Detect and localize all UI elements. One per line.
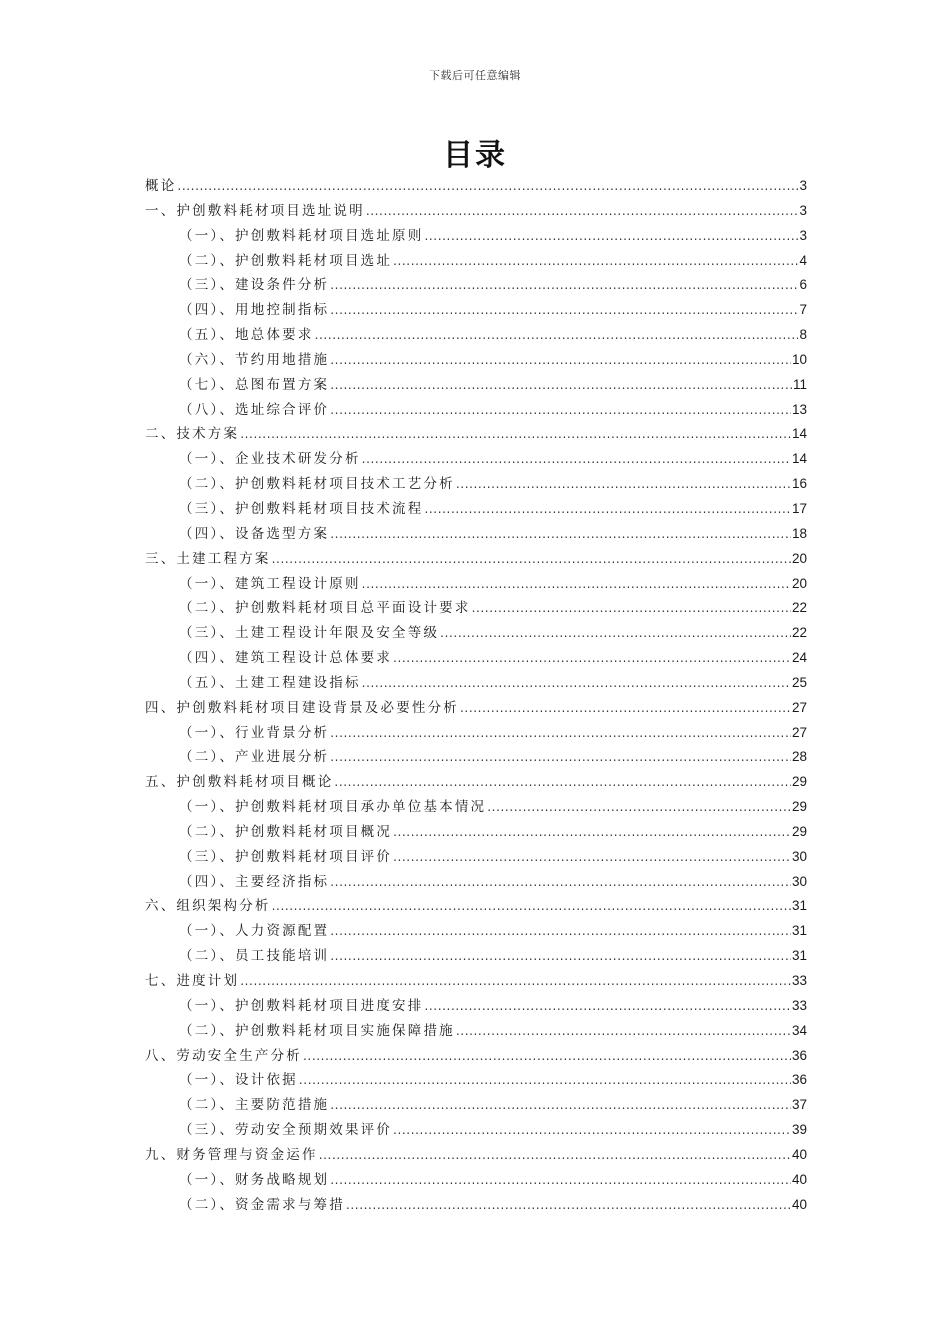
toc-entry-label: （二）、产业进展分析 [179, 749, 330, 766]
toc-entry-label: （二）、护创敷料耗材项目总平面设计要求 [179, 600, 471, 617]
toc-entry-label: 概论 [145, 178, 177, 194]
toc-entry[interactable] [145, 447, 807, 472]
toc-leader-dots [303, 1049, 791, 1063]
toc-entry-label: （一）、财务战略规划 [179, 1171, 330, 1188]
toc-entry-page-number: 4 [799, 252, 807, 268]
toc-leader-dots [330, 1098, 791, 1112]
toc-leader-dots [330, 1173, 791, 1187]
toc-entry-page-number: 3 [799, 227, 807, 243]
toc-entry-page-number: 30 [791, 873, 807, 889]
toc-entry-page-number: 3 [799, 178, 807, 193]
toc-entry-label: （四）、建筑工程设计总体要求 [179, 650, 393, 667]
toc-entry-page-number: 33 [791, 997, 807, 1013]
toc-entry[interactable] [145, 472, 807, 497]
toc-entry-label: （四）、主要经济指标 [179, 873, 330, 890]
toc-leader-dots [424, 502, 791, 516]
toc-entry-page-number: 28 [791, 749, 807, 765]
toc-entry-page-number: 27 [791, 699, 807, 715]
toc-entry-page-number: 11 [792, 376, 807, 392]
toc-entry-label: 六、组织架构分析 [145, 898, 271, 915]
toc-entry[interactable] [145, 522, 807, 547]
toc-entry-label: （三）、护创敷料耗材项目评价 [179, 848, 393, 865]
toc-leader-dots [299, 1073, 791, 1087]
toc-entry-page-number: 20 [791, 575, 807, 591]
toc-leader-dots [330, 278, 798, 292]
toc-entry-page-number: 39 [791, 1122, 807, 1138]
toc-entry[interactable] [145, 770, 807, 795]
toc-entry[interactable] [145, 373, 807, 398]
toc-leader-dots [330, 353, 791, 367]
toc-entry-label: （六）、节约用地措施 [179, 351, 330, 368]
toc-leader-dots [330, 303, 798, 317]
toc-entry-page-number: 6 [799, 277, 807, 293]
toc-leader-dots [315, 328, 799, 342]
toc-leader-dots [393, 825, 791, 839]
toc-entry-label: （二）、护创敷料耗材项目技术工艺分析 [179, 476, 455, 493]
toc-entry[interactable] [145, 398, 807, 423]
toc-entry-label: （七）、总图布置方案 [179, 376, 330, 393]
toc-entry-label: （一）、行业背景分析 [179, 724, 330, 741]
toc-entry-page-number: 31 [791, 923, 807, 939]
toc-entry[interactable] [145, 174, 807, 199]
toc-entry-label: （二）、护创敷料耗材项目概况 [179, 823, 393, 840]
toc-entry[interactable] [145, 870, 807, 895]
toc-entry-label: （八）、选址综合评价 [179, 401, 330, 418]
toc-entry-label: （五）、地总体要求 [179, 327, 314, 344]
toc-leader-dots [456, 477, 791, 491]
toc-entry-page-number: 22 [791, 625, 807, 641]
toc-entry-label: （一）、设计依据 [179, 1072, 298, 1089]
toc-entry[interactable] [145, 1093, 807, 1118]
toc-entry-page-number: 34 [791, 1022, 807, 1038]
toc-entry-page-number: 40 [791, 1171, 807, 1187]
toc-entry[interactable] [145, 547, 807, 572]
toc-leader-dots [393, 850, 791, 864]
toc-leader-dots [177, 179, 798, 193]
toc-entry-page-number: 29 [791, 823, 807, 839]
toc-leader-dots [393, 651, 791, 665]
toc-entry-page-number: 10 [791, 351, 807, 367]
toc-entry[interactable] [145, 919, 807, 944]
toc-entry-page-number: 36 [791, 1072, 807, 1088]
table-of-contents [145, 174, 807, 1217]
toc-entry-label: 九、财务管理与资金运作 [145, 1146, 318, 1163]
toc-leader-dots [362, 577, 791, 591]
toc-entry[interactable] [145, 696, 807, 721]
toc-entry-page-number: 16 [791, 476, 807, 492]
toc-entry-page-number: 40 [791, 1196, 807, 1212]
toc-entry-page-number: 37 [791, 1097, 807, 1113]
toc-leader-dots [362, 676, 791, 690]
toc-leader-dots [330, 875, 791, 889]
toc-entry-page-number: 24 [791, 650, 807, 666]
toc-leader-dots [240, 974, 791, 988]
toc-entry-page-number: 30 [791, 848, 807, 864]
toc-entry[interactable] [145, 969, 807, 994]
toc-leader-dots [330, 750, 791, 764]
toc-leader-dots [424, 999, 791, 1013]
toc-leader-dots [272, 552, 791, 566]
toc-entry-label: （一）、企业技术研发分析 [179, 451, 361, 468]
toc-entry[interactable] [145, 894, 807, 919]
header-note: 下载后可任意编辑 [429, 69, 521, 82]
toc-entry[interactable] [145, 1044, 807, 1069]
toc-entry[interactable] [145, 845, 807, 870]
toc-entry[interactable] [145, 646, 807, 671]
toc-entry[interactable] [145, 249, 807, 274]
toc-leader-dots [330, 378, 792, 392]
toc-entry[interactable] [145, 994, 807, 1019]
toc-entry[interactable] [145, 1168, 807, 1193]
toc-entry[interactable] [145, 298, 807, 323]
toc-entry-label: （二）、员工技能培训 [179, 948, 330, 965]
toc-entry[interactable] [145, 422, 807, 447]
toc-entry-label: （三）、劳动安全预期效果评价 [179, 1122, 393, 1139]
toc-entry[interactable] [145, 745, 807, 770]
toc-entry[interactable] [145, 1143, 807, 1168]
toc-entry-label: 一、护创敷料耗材项目选址说明 [145, 202, 365, 219]
toc-entry-label: 五、护创敷料耗材项目概论 [145, 774, 334, 791]
toc-entry[interactable] [145, 795, 807, 820]
toc-leader-dots [272, 899, 791, 913]
toc-entry[interactable] [145, 944, 807, 969]
toc-entry[interactable] [145, 224, 807, 249]
toc-entry-label: （四）、设备选型方案 [179, 525, 330, 542]
toc-leader-dots [440, 626, 791, 640]
toc-entry-page-number: 18 [791, 525, 807, 541]
toc-leader-dots [334, 775, 791, 789]
toc-leader-dots [393, 1123, 791, 1137]
toc-leader-dots [330, 924, 791, 938]
toc-leader-dots [362, 452, 791, 466]
toc-entry[interactable] [145, 820, 807, 845]
toc-entry-page-number: 29 [791, 799, 807, 815]
toc-entry[interactable] [145, 1068, 807, 1093]
toc-entry-label: 七、进度计划 [145, 973, 240, 989]
toc-leader-dots [460, 701, 791, 715]
toc-entry-label: （一）、护创敷料耗材项目选址原则 [179, 227, 424, 244]
toc-entry-label: （四）、用地控制指标 [179, 302, 330, 319]
toc-entry[interactable] [145, 621, 807, 646]
toc-leader-dots [319, 1148, 791, 1162]
toc-entry-label: （三）、土建工程设计年限及安全等级 [179, 625, 440, 642]
toc-entry-label: （二）、护创敷料耗材项目选址 [179, 252, 393, 269]
toc-entry-page-number: 29 [791, 774, 807, 790]
toc-leader-dots [330, 527, 791, 541]
toc-entry-page-number: 8 [799, 327, 807, 343]
toc-entry[interactable] [145, 273, 807, 298]
toc-entry-label: （五）、土建工程建设指标 [179, 674, 361, 691]
toc-entry-label: （三）、护创敷料耗材项目技术流程 [179, 500, 424, 517]
toc-entry-page-number: 7 [799, 302, 807, 318]
toc-entry-label: （二）、资金需求与筹措 [179, 1196, 345, 1213]
toc-entry-page-number: 13 [791, 401, 807, 417]
toc-entry[interactable] [145, 596, 807, 621]
toc-entry-page-number: 3 [799, 202, 807, 218]
toc-entry-label: 三、土建工程方案 [145, 550, 271, 567]
toc-leader-dots [424, 229, 798, 243]
toc-leader-dots [366, 204, 799, 218]
toc-entry-label: 四、护创敷料耗材项目建设背景及必要性分析 [145, 699, 459, 716]
toc-leader-dots [393, 254, 798, 268]
toc-entry-page-number: 25 [791, 674, 807, 690]
toc-entry[interactable] [145, 572, 807, 597]
toc-leader-dots [472, 601, 791, 615]
toc-entry-page-number: 17 [791, 500, 807, 516]
toc-leader-dots [330, 403, 791, 417]
toc-entry-label: （一）、人力资源配置 [179, 923, 330, 940]
toc-entry[interactable] [145, 721, 807, 746]
toc-entry-page-number: 22 [791, 600, 807, 616]
toc-entry-label: （一）、护创敷料耗材项目承办单位基本情况 [179, 799, 487, 816]
toc-entry[interactable] [145, 348, 807, 373]
toc-entry-label: （二）、护创敷料耗材项目实施保障措施 [179, 1022, 455, 1039]
toc-entry-label: （三）、建设条件分析 [179, 277, 330, 294]
toc-entry-page-number: 14 [791, 426, 807, 442]
toc-entry-label: （一）、护创敷料耗材项目进度安排 [179, 997, 424, 1014]
toc-entry-page-number: 36 [791, 1047, 807, 1063]
toc-leader-dots [330, 726, 791, 740]
toc-leader-dots [487, 800, 791, 814]
toc-entry-page-number: 31 [791, 898, 807, 914]
toc-entry-page-number: 14 [791, 451, 807, 467]
toc-entry-page-number: 31 [791, 948, 807, 964]
toc-entry-page-number: 40 [791, 1146, 807, 1162]
toc-entry-label: 八、劳动安全生产分析 [145, 1047, 302, 1064]
toc-entry-label: （一）、建筑工程设计原则 [179, 575, 361, 592]
toc-entry[interactable] [145, 671, 807, 696]
toc-entry[interactable] [145, 1019, 807, 1044]
toc-entry[interactable] [145, 1193, 807, 1218]
toc-leader-dots [330, 949, 791, 963]
toc-entry-label: （二）、主要防范措施 [179, 1097, 330, 1114]
toc-entry-page-number: 27 [791, 724, 807, 740]
toc-entry-page-number: 33 [791, 973, 807, 988]
toc-entry[interactable] [145, 497, 807, 522]
toc-entry[interactable] [145, 323, 807, 348]
toc-entry[interactable] [145, 199, 807, 224]
toc-entry[interactable] [145, 1118, 807, 1143]
toc-entry-page-number: 20 [791, 550, 807, 566]
toc-leader-dots [240, 427, 791, 441]
toc-leader-dots [456, 1024, 791, 1038]
page-title: 目录 [443, 138, 507, 173]
toc-entry-label: 二、技术方案 [145, 426, 240, 443]
toc-leader-dots [346, 1198, 791, 1212]
